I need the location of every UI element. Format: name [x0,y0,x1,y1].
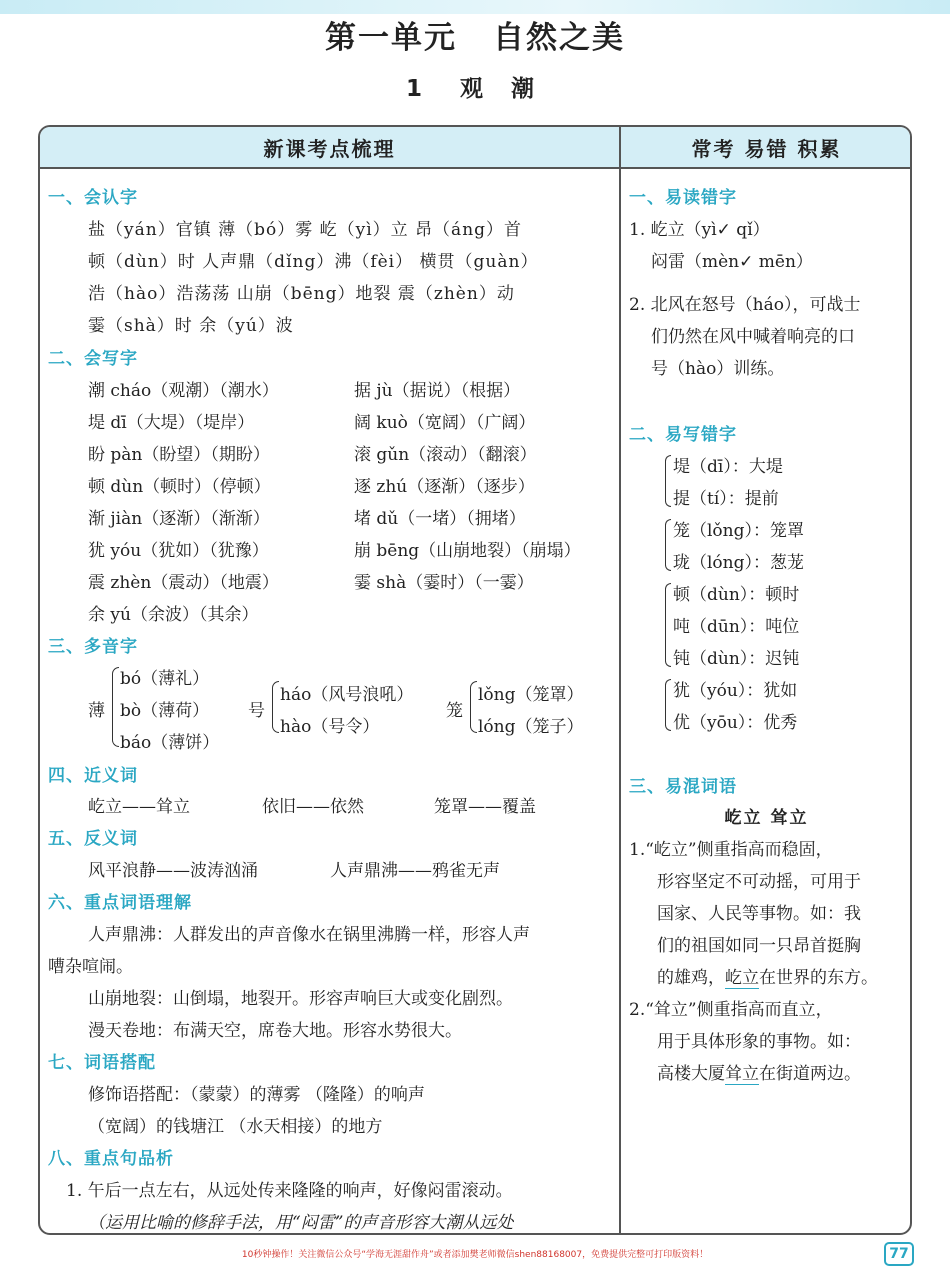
char-pair: 笼（lǒng）：笼罩 [673,521,805,541]
char-pair: 犹（yóu）：犹如 [673,681,798,701]
brace-icon [112,667,119,747]
brace-icon [665,679,671,731]
char-pair: 顿（dùn）：顿时 [673,585,800,605]
text-line: 盐（yán）官镇 薄（bó）雾 屹（yì）立 昂（áng）首 [88,220,523,240]
brace-icon [470,681,477,733]
section-title: 七、词语搭配 [48,1053,156,1073]
lesson-name: 观 潮 [460,76,545,102]
text-line: 霎（shà）时 余（yú）波 [88,316,294,336]
polyphone-char: 薄 [88,701,105,721]
char-pair: 堤（dī）：大堤 [673,457,783,477]
text-line: 顿（dùn）时 人声鼎（dǐng）沸（fèi） 横贯（guàn） [88,252,539,272]
list-item: 阔 kuò（宽阔）（广阔） [354,413,536,433]
list-item: 震 zhèn（震动）（地震） [88,573,279,593]
right-pane [621,169,912,1233]
list-item: 余 yú（余波）（其余） [88,605,259,625]
brace-icon [665,519,671,571]
right-column-header: 常考 易错 积累 [621,127,912,169]
section-title: 八、重点句品析 [48,1149,174,1169]
list-item: 潮 cháo（观潮）（潮水） [88,381,279,401]
content-frame [38,125,912,1235]
synonym-pair: 屹立——耸立 [88,797,190,817]
left-column-header: 新课考点梳理 [40,127,619,169]
char-pair: 钝（dùn）：迟钝 [673,649,800,669]
section-title: 二、易写错字 [629,425,737,445]
underlined-word: 耸立 [725,1064,759,1084]
list-item: 滚 gǔn（滚动）（翻滚） [354,445,537,465]
text-line: 高楼大厦耸立在街道两边。 [657,1064,861,1084]
text-line: 用于具体形象的事物。如： [657,1032,861,1052]
text-line: 人声鼎沸：人群发出的声音像水在锅里沸腾一样，形容人声 [88,925,530,945]
polyphone-reading: lǒng（笼罩） [478,685,584,705]
list-item: 堵 dǔ（一堵）（拥堵） [354,509,526,529]
text-line: 号（hào）训练。 [651,359,785,379]
brace-icon [665,455,671,507]
char-pair: 提（tí）：提前 [673,489,779,509]
text-line: （运用比喻的修辞手法，用“闷雷”的声音形容大潮从远处 [88,1213,514,1233]
antonym-pair: 人声鼎沸——鸦雀无声 [330,861,500,881]
left-pane [40,169,619,1233]
polyphone-char: 笼 [446,701,463,721]
unit-label: 第一单元 [325,20,457,56]
text-line: 1. 午后一点左右，从远处传来隆隆的响声，好像闷雷滚动。 [66,1181,513,1201]
text-line: 们的祖国如同一只昂首挺胸 [657,936,861,956]
text-line: 形容坚定不可动摇，可用于 [657,872,861,892]
synonym-pair: 依旧——依然 [262,797,364,817]
text-line: 的雄鸡，屹立在世界的东方。 [657,968,878,988]
text-line: 漫天卷地：布满天空，席卷大地。形容水势很大。 [88,1021,462,1041]
text-line: 嘈杂喧闹。 [48,957,133,977]
text-line: 1.“屹立”侧重指高而稳固， [629,840,833,860]
text-line: 山崩地裂：山倒塌，地裂开。形容声响巨大或变化剧烈。 [88,989,513,1009]
unit-theme: 自然之美 [493,20,625,56]
text-line: 浩（hào）浩荡荡 山崩（bēng）地裂 震（zhèn）动 [88,284,515,304]
section-title: 四、近义词 [48,766,138,786]
char-pair: 吨（dūn）：吨位 [673,617,800,637]
char-pair: 优（yōu）：优秀 [673,713,798,733]
polyphone-reading: báo（薄饼） [120,733,220,753]
polyphone-reading: lóng（笼子） [478,717,584,737]
text-line: 2.“耸立”侧重指高而直立， [629,1000,833,1020]
section-title: 一、会认字 [48,188,138,208]
list-item: 崩 bēng（山崩地裂）（崩塌） [354,541,581,561]
synonym-pair: 笼罩——覆盖 [434,797,536,817]
list-item: 逐 zhú（逐渐）（逐步） [354,477,535,497]
underlined-word: 屹立 [725,968,759,988]
footer-note: 10秒钟操作！关注微信公众号“学海无涯甜作舟”或者添加樊老师微信shen88168007，免费提供完整可打印版资料！ [241,1250,709,1260]
text-line: 1. 屹立（yì✓ qǐ） [629,220,770,240]
list-item: 渐 jiàn（逐渐）（渐渐） [88,509,270,529]
subsection-title: 屹立 耸立 [724,808,809,828]
list-item: 霎 shà（霎时）（一霎） [354,573,534,593]
text-line: 国家、人民等事物。如：我 [657,904,861,924]
list-item: 顿 dùn（顿时）（停顿） [88,477,271,497]
section-title: 三、易混词语 [629,777,737,797]
polyphone-reading: hào（号令） [280,717,380,737]
list-item: 据 jù（据说）（根据） [354,381,521,401]
list-item: 盼 pàn（盼望）（期盼） [88,445,270,465]
section-title: 五、反义词 [48,829,138,849]
brace-icon [665,583,671,667]
text-line: 2. 北风在怒号（háo），可战士 [629,295,861,315]
brace-icon [272,681,279,733]
list-item: 犹 yóu（犹如）（犹豫） [88,541,269,561]
char-pair: 珑（lóng）：葱茏 [673,553,805,573]
lesson-title [0,70,950,103]
polyphone-reading: bò（薄荷） [120,701,210,721]
polyphone-char: 号 [248,701,265,721]
list-item: 堤 dī（大堤）（堤岸） [88,413,255,433]
text-line: 们仍然在风中喊着响亮的口 [651,327,855,347]
polyphone-reading: bó（薄礼） [120,669,210,689]
unit-title [0,12,950,57]
text-line: 修饰语搭配：（蒙蒙）的薄雾 （隆隆）的响声 [88,1085,425,1105]
section-title: 三、多音字 [48,637,138,657]
section-title: 一、易读错字 [629,188,737,208]
text-line: 闷雷（mèn✓ mēn） [651,252,813,272]
page-number: 77 [884,1242,914,1266]
antonym-pair: 风平浪静——波涛汹涌 [88,861,258,881]
text-line: （宽阔）的钱塘江 （水天相接）的地方 [88,1117,383,1137]
section-title: 二、会写字 [48,349,138,369]
lesson-number: 1 [405,76,432,102]
section-title: 六、重点词语理解 [48,893,192,913]
polyphone-reading: háo（风号浪吼） [280,685,414,705]
